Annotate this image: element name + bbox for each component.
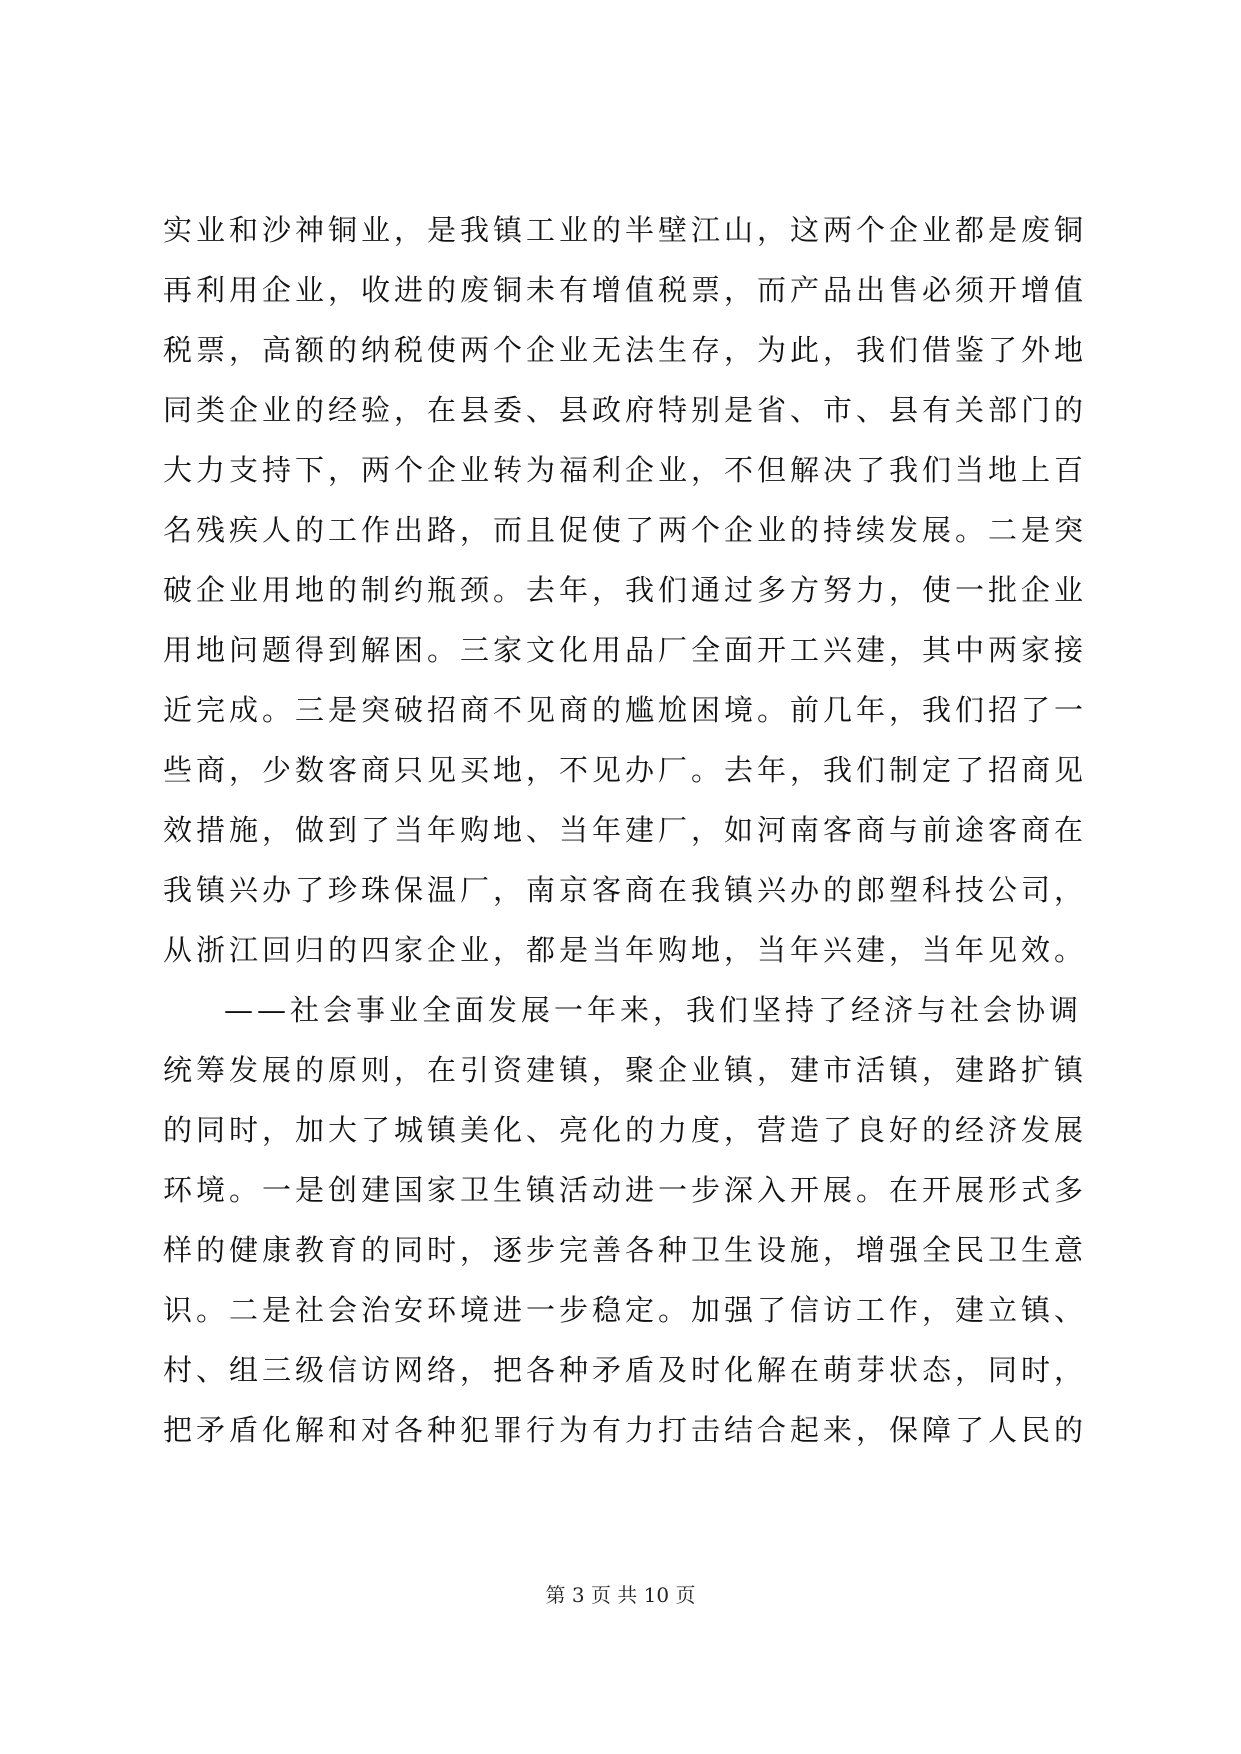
text-line: 把矛盾化解和对各种犯罪行为有力打击结合起来，保障了人民的	[163, 1413, 1088, 1447]
text-line: 近完成。三是突破招商不见商的尴尬困境。前几年，我们招了一	[163, 693, 1088, 727]
text-line: 税票，高额的纳税使两个企业无法生存，为此，我们借鉴了外地	[163, 333, 1088, 367]
text-line: 环境。一是创建国家卫生镇活动进一步深入开展。在开展形式多	[163, 1173, 1088, 1207]
text-line: 用地问题得到解困。三家文化用品厂全面开工兴建，其中两家接	[163, 633, 1088, 667]
body-text	[163, 200, 1108, 1460]
page-number: 第 3 页 共 10 页	[545, 1583, 696, 1607]
text-line: 统筹发展的原则，在引资建镇，聚企业镇，建市活镇，建路扩镇	[163, 1053, 1088, 1087]
text-line: 效措施，做到了当年购地、当年建厂，如河南客商与前途客商在	[163, 813, 1088, 847]
text-line: 破企业用地的制约瓶颈。去年，我们通过多方努力，使一批企业	[163, 573, 1088, 607]
text-line: 村、组三级信访网络，把各种矛盾及时化解在萌芽状态，同时，	[163, 1353, 1088, 1387]
text-line: 从浙江回归的四家企业，都是当年购地，当年兴建，当年见效。	[163, 933, 1088, 967]
text-line: 再利用企业，收进的废铜未有增值税票，而产品出售必须开增值	[163, 273, 1088, 307]
text-line: 的同时，加大了城镇美化、亮化的力度，营造了良好的经济发展	[163, 1113, 1088, 1147]
text-line: ——社会事业全面发展一年来，我们坚持了经济与社会协调	[224, 993, 1083, 1027]
text-line: 名残疾人的工作出路，而且促使了两个企业的持续发展。二是突	[163, 513, 1088, 547]
text-line: 实业和沙神铜业，是我镇工业的半壁江山，这两个企业都是废铜	[163, 213, 1088, 247]
text-line: 些商，少数客商只见买地，不见办厂。去年，我们制定了招商见	[163, 753, 1088, 787]
text-line: 识。二是社会治安环境进一步稳定。加强了信访工作，建立镇、	[163, 1293, 1088, 1327]
text-line: 样的健康教育的同时，逐步完善各种卫生设施，增强全民卫生意	[163, 1233, 1088, 1267]
text-line: 大力支持下，两个企业转为福利企业，不但解决了我们当地上百	[163, 453, 1088, 487]
text-line: 我镇兴办了珍珠保温厂，南京客商在我镇兴办的郎塑科技公司，	[163, 873, 1088, 907]
text-line: 同类企业的经验，在县委、县政府特别是省、市、县有关部门的	[163, 393, 1088, 427]
